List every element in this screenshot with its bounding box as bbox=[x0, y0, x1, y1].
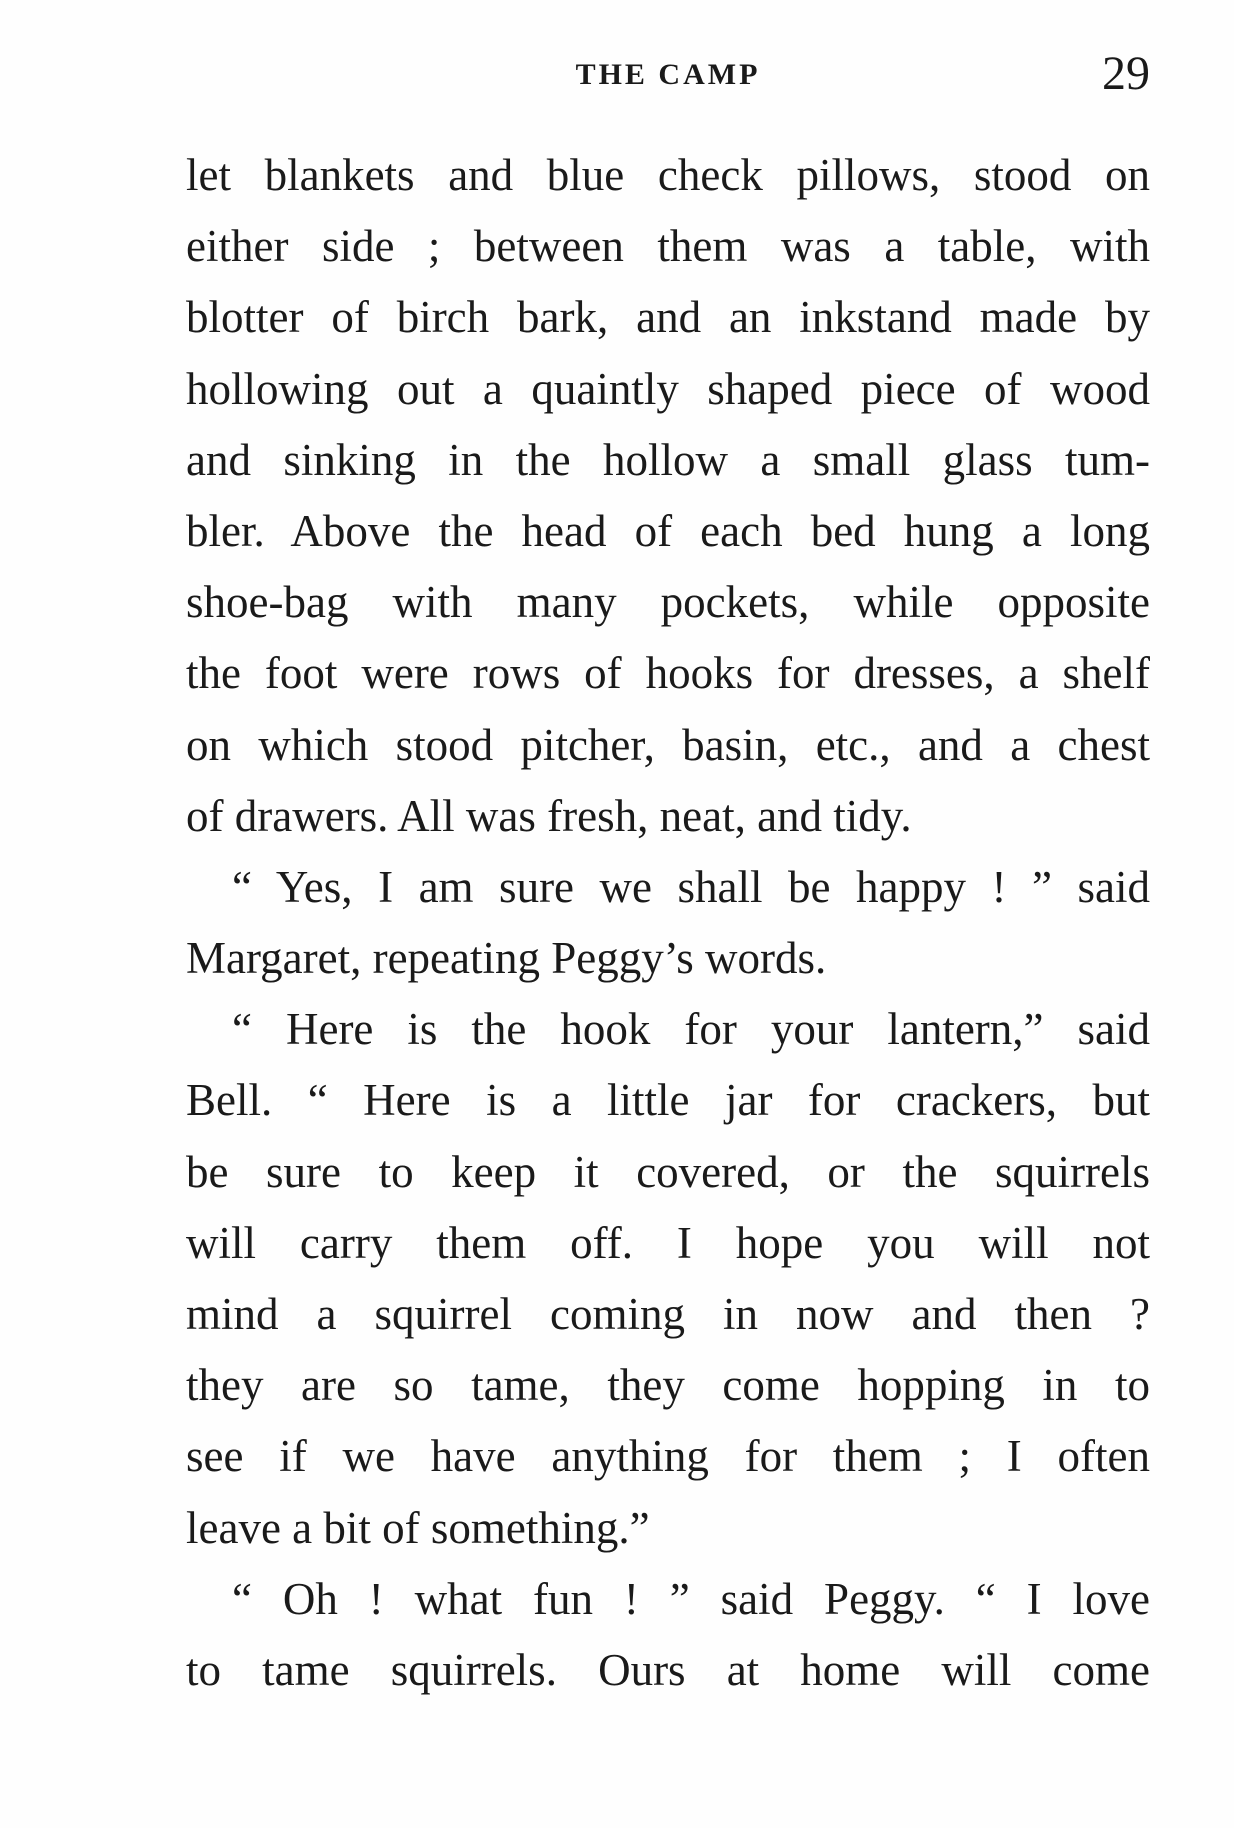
text-line: bler. Above the head of each bed hung a long bbox=[186, 505, 1150, 556]
text-line: Bell. “ Here is a little jar for crackers, but bbox=[186, 1075, 1150, 1126]
text-line: and sinking in the hollow a small glass tum- bbox=[186, 434, 1150, 485]
text-line: the foot were rows of hooks for dresses, a shelf bbox=[186, 648, 1150, 699]
text-line: Margaret, repeating Peggy’s words. bbox=[186, 933, 827, 984]
text-line: leave a bit of something.” bbox=[186, 1502, 650, 1553]
running-title: THE CAMP bbox=[575, 58, 761, 91]
text-line: either side ; between them was a table, with bbox=[186, 221, 1150, 272]
text-line: they are so tame, they come hopping in to bbox=[186, 1360, 1150, 1411]
body-text bbox=[186, 140, 1150, 1706]
text-line: be sure to keep it covered, or the squirrels bbox=[186, 1146, 1150, 1197]
page-number: 29 bbox=[1102, 47, 1150, 100]
running-head bbox=[186, 47, 1150, 112]
text-line: let blankets and blue check pillows, stood on bbox=[186, 150, 1150, 200]
text-line: on which stood pitcher, basin, etc., and a chest bbox=[186, 719, 1150, 770]
text-line: “ Oh ! what fun ! ” said Peggy. “ I love bbox=[232, 1573, 1150, 1624]
text-line: shoe-bag with many pockets, while opposite bbox=[186, 577, 1150, 628]
text-line: of drawers. All was fresh, neat, and tidy. bbox=[186, 790, 912, 841]
text-line: to tame squirrels. Ours at home will come bbox=[186, 1644, 1150, 1695]
text-line: “ Yes, I am sure we shall be happy ! ” said bbox=[232, 861, 1150, 912]
text-line: mind a squirrel coming in now and then ? bbox=[186, 1289, 1150, 1339]
text-line: “ Here is the hook for your lantern,” said bbox=[232, 1004, 1150, 1055]
text-line: see if we have anything for them ; I often bbox=[186, 1431, 1150, 1482]
text-line: will carry them off. I hope you will not bbox=[186, 1217, 1150, 1268]
text-line: blotter of birch bark, and an inkstand made by bbox=[186, 292, 1150, 343]
text-line: hollowing out a quaintly shaped piece of wood bbox=[186, 363, 1150, 414]
